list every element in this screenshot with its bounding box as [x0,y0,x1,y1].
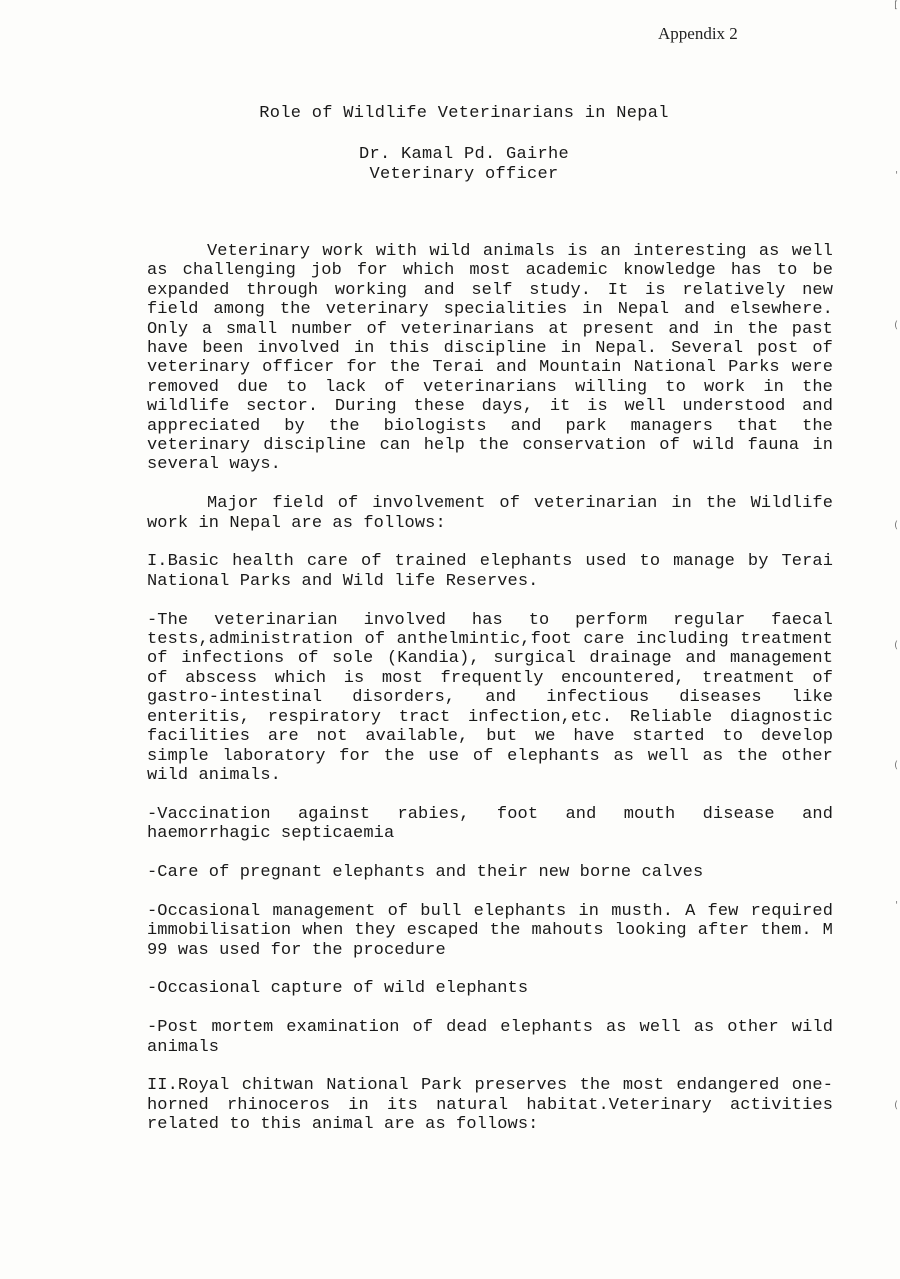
list-item-veterinary-tasks: -The veterinarian involved has to perform regular faecal tests,administration of anthelmintic,foot care including treatment of infections of sole (Kandia), surgical drainage and management of abscess which is most frequently encountered, treatment of gastro-intestinal disorders, and infectious diseases like enteritis, respiratory tract infection,etc. Reliable diagnostic facilities are not available, but we have started to develop simple laboratory for the use of elephants as well as the other wild animals. [147,610,833,785]
list-item-post-mortem: -Post mortem examination of dead elephants as well as other wild animals [147,1018,833,1057]
document-title: Role of Wildlife Veterinarians in Nepal [259,104,669,123]
scan-mark: [ [894,0,898,11]
author-block [0,145,900,184]
document-body [147,242,833,1154]
scan-mark: ( [894,760,898,771]
scan-mark: ( [894,1100,898,1111]
paragraph-intro: Veterinary work with wild animals is an interesting as well as challenging job for which most academic knowledge has to be expanded through working and self study. It is relatively new field among the veterinary specialities in Nepal and elsewhere. Only a small number of veterinarians at present and in the past have been involved in this discipline in Nepal. Several post of veterinary officer for the Terai and Mountain National Parks were removed due to lack of veterinarians willing to work in the wildlife sector. During these days, it is well understood and appreciated by the biologists and park managers that the veterinary discipline can help the conservation of wild fauna in several ways. [147,242,833,475]
author-name: Dr. Kamal Pd. Gairhe [358,145,570,164]
list-item-pregnant-care: -Care of pregnant elephants and their new borne calves [147,862,704,882]
section-heading-rhinoceros: II.Royal chitwan National Park preserves the most endangered one- horned rhinoceros in its natural habitat.Veterinary activities related to this animal are as follows: [147,1076,833,1135]
section-heading-elephants: I.Basic health care of trained elephants used to manage by Terai National Parks and Wild life Reserves. [147,552,833,591]
paragraph-major-fields: Major field of involvement of veterinarian in the Wildlife work in Nepal are as follows: [147,494,833,533]
scan-mark: ' [895,900,898,911]
scan-mark: ( [894,320,898,331]
appendix-label: Appendix 2 [658,24,738,43]
scan-margin-marks [888,0,900,1279]
list-item-capture: -Occasional capture of wild elephants [147,979,529,999]
list-item-vaccination: -Vaccination against rabies, foot and mouth disease and haemorrhagic septicaemia [147,804,833,844]
scan-mark: ( [894,520,898,531]
scan-mark: ( [894,640,898,651]
scan-mark: ' [895,170,898,181]
list-item-musth: -Occasional management of bull elephants in musth. A few required immobilisation when they escaped the mahouts looking after them. M 99 was used for the procedure [147,901,833,960]
author-position: Veterinary officer [369,164,559,184]
